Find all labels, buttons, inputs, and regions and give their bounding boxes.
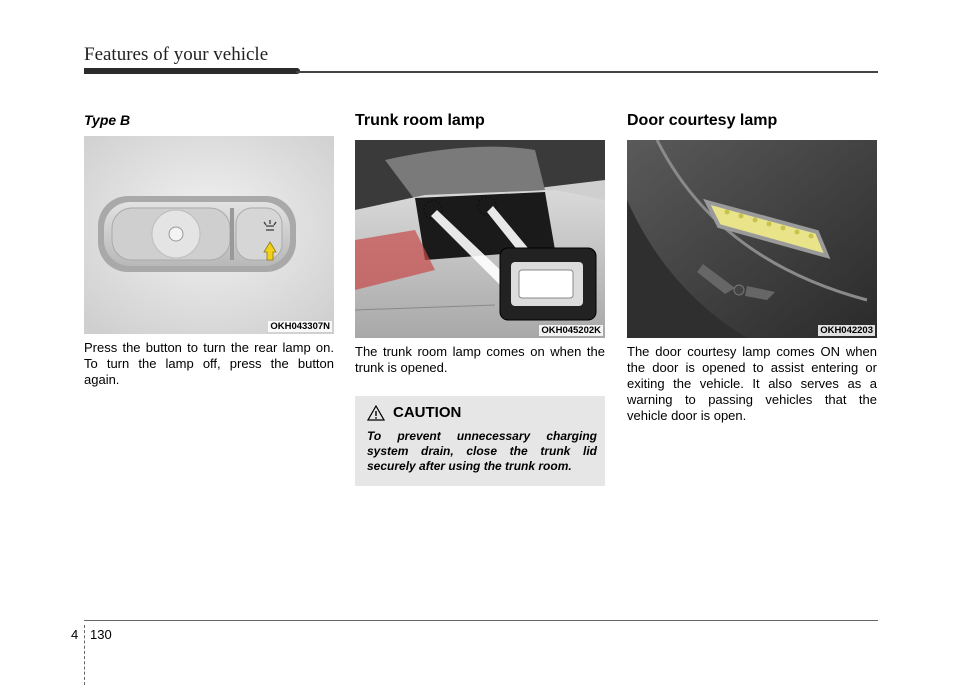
footer-rule (84, 620, 878, 621)
column-type-b (84, 108, 334, 388)
caution-box (355, 396, 605, 486)
footer-divider (84, 625, 85, 685)
heading-door-courtesy-lamp: Door courtesy lamp (627, 112, 778, 129)
page-number: 130 (90, 627, 112, 642)
rear-lamp-switch-illustration (84, 136, 334, 334)
body-text: Press the button to turn the rear lamp on. To turn the lamp off, press the button again. (84, 340, 334, 387)
figure-rear-lamp-switch (84, 136, 334, 334)
caution-header (367, 404, 597, 421)
type-label: Type B (84, 112, 131, 128)
column-trunk-room-lamp (355, 108, 605, 486)
figure-code: OKH042203 (820, 325, 873, 336)
figure-code: OKH043307N (270, 321, 330, 332)
warning-triangle-icon (367, 405, 385, 421)
caution-title: CAUTION (393, 404, 462, 421)
figure-door-lamp (627, 140, 877, 338)
heading-trunk-room-lamp: Trunk room lamp (355, 112, 485, 129)
header-rule (296, 71, 878, 73)
header-bar (84, 68, 300, 74)
chapter-number: 4 (71, 627, 79, 642)
section-title: Features of your vehicle (84, 44, 269, 65)
trunk-illustration (355, 140, 605, 338)
body-text: The trunk room lamp comes on when the trunk is opened. (355, 344, 605, 375)
figure-trunk-lamp (355, 140, 605, 338)
body-text: The door courtesy lamp comes ON when the door is opened to assist entering or exiting the vehicle. It also serves as a warning to passing vehicles that the vehicle door is open. (627, 344, 877, 423)
caution-text: To prevent unnecessary charging system drain, close the trunk lid securely after using the trunk room. (367, 429, 597, 473)
figure-code: OKH045202K (541, 325, 601, 336)
column-door-courtesy-lamp (627, 108, 877, 424)
door-illustration (627, 140, 877, 338)
